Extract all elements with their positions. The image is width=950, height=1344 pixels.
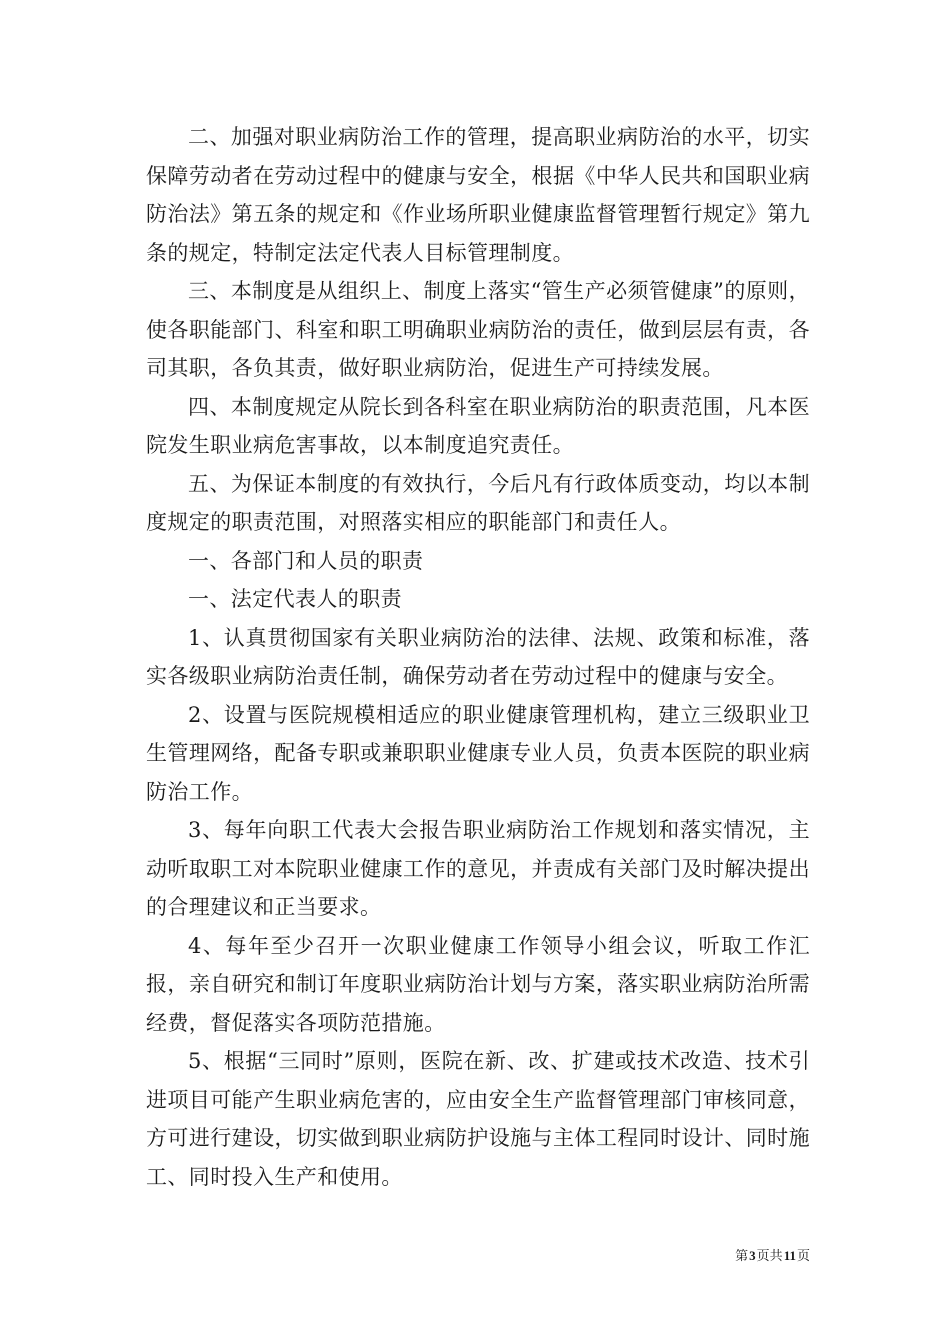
footer-prefix: 第 [735, 1249, 749, 1264]
subsection-heading-legal-representative: 一、法定代表人的职责 [188, 587, 402, 611]
duty-item-4: 4、每年至少召开一次职业健康工作领导小组会议，听取工作汇报，亲自研究和制订年度职业病防治计划与方案，落实职业病防治所需经费，督促落实各项防范措施。 [146, 933, 810, 1035]
duty-item-3: 3、每年向职工代表大会报告职业病防治工作规划和落实情况，主动听取职工对本院职业健康工作的意见，并责成有关部门及时解决提出的合理建议和正当要求。 [146, 818, 810, 919]
footer-total-pages: 11 [783, 1248, 796, 1263]
paragraph-article-2: 二、加强对职业病防治工作的管理，提高职业病防治的水平，切实保障劳动者在劳动过程中的健康与安全，根据《中华人民共和国职业病防治法》第五条的规定和《作业场所职业健康监督管理暂行规定》第九条的规定，特制定法定代表人目标管理制度。 [146, 125, 810, 265]
footer-middle: 页共 [756, 1249, 783, 1264]
document-body [146, 118, 810, 1196]
section-heading-duties: 一、各部门和人员的职责 [188, 548, 424, 573]
paragraph-article-4: 四、本制度规定从院长到各科室在职业病防治的职责范围，凡本医院发生职业病危害事故，以本制度追究责任。 [146, 394, 810, 457]
paragraph-article-5: 五、为保证本制度的有效执行，今后凡有行政体质变动，均以本制度规定的职责范围，对照落实相应的职能部门和责任人。 [146, 471, 810, 534]
duty-item-5: 5、根据“三同时”原则，医院在新、改、扩建或技术改造、技术引进项目可能产生职业病危害的，应由安全生产监督管理部门审核同意，方可进行建设，切实做到职业病防护设施与主体工程同时设计、同时施工、同时投入生产和使用。 [146, 1049, 810, 1189]
paragraph-article-3: 三、本制度是从组织上、制度上落实“管生产必须管健康”的原则，使各职能部门、科室和职工明确职业病防治的责任，做到层层有责，各司其职，各负其责，做好职业病防治，促进生产可持续发展。 [146, 279, 810, 380]
page-number-footer [700, 1247, 810, 1266]
footer-current-page: 3 [749, 1248, 756, 1263]
footer-suffix: 页 [796, 1249, 810, 1264]
duty-item-1: 1、认真贯彻国家有关职业病防治的法律、法规、政策和标准，落实各级职业病防治责任制，确保劳动者在劳动过程中的健康与安全。 [146, 625, 810, 688]
duty-item-2: 2、设置与医院规模相适应的职业健康管理机构，建立三级职业卫生管理网络，配备专职或兼职职业健康专业人员，负责本医院的职业病防治工作。 [146, 702, 810, 804]
